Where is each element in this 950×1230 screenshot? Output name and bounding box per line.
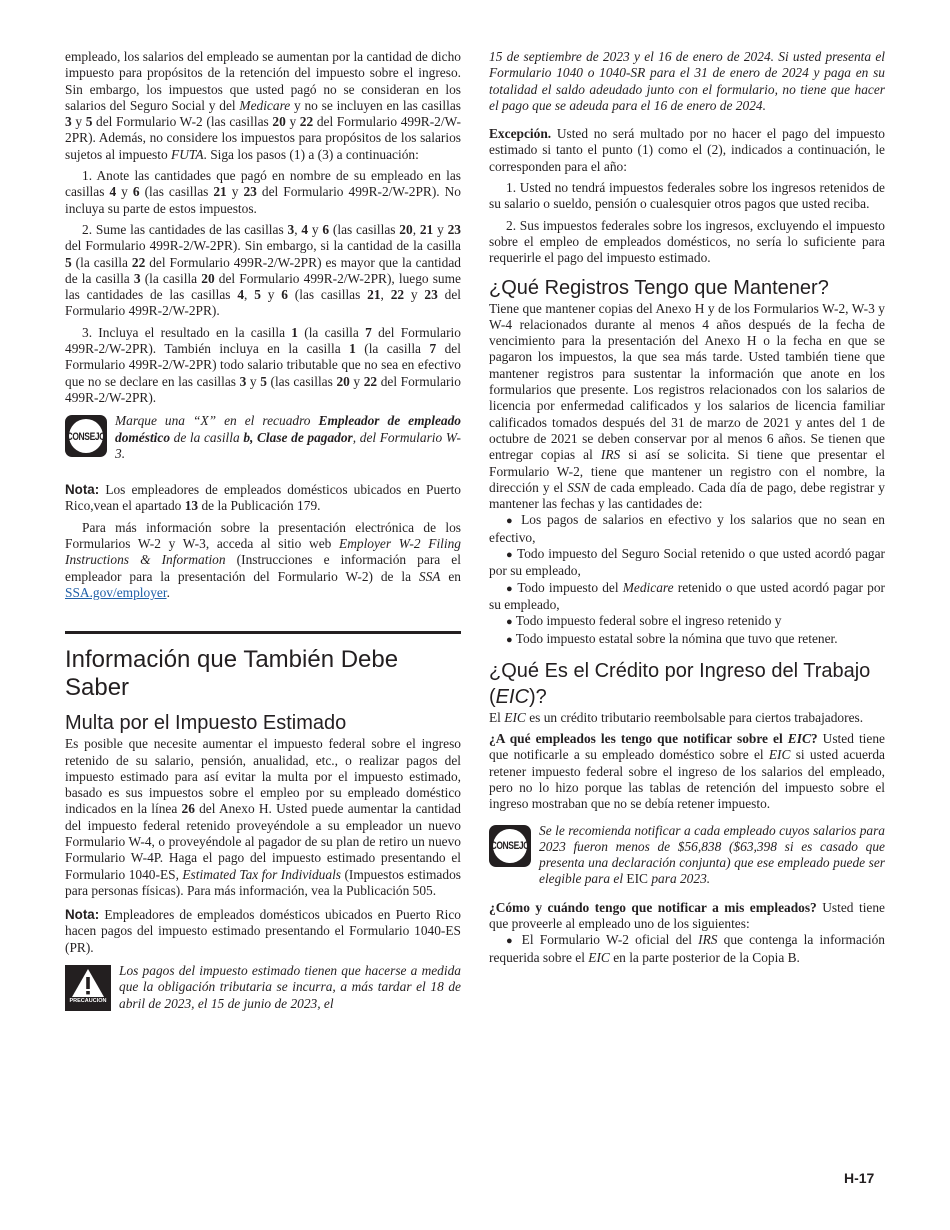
records-bullet-1: ● Los pagos de salarios en efectivo y los salarios que no sean en efectivo, [489,512,885,545]
note-estimated-pr: Nota: Empleadores de empleados domésticos ubicados en Puerto Rico hacen pagos del impuesto estimado presentando el Formulario 1040-ES (PR). [65,907,461,955]
note-puerto-rico: Nota: Los empleadores de empleados domésticos ubicados en Puerto Rico,vean el apartado 13 de la Publicación 179. [65,482,461,514]
tip-text: Se le recomienda notificar a cada empleado cuyos salarios para 2023 fueron menos de $56,838 ($63,398 si es casado que presenta una declaración conjunta) que ese empleado puede ser elegible para el EIC para 2023. [539,822,885,887]
step-3: 3. Incluya el resultado en la casilla 1 (la casilla 7 del Formulario 499R-2/W-2PR). También incluya en la casilla 1 (la casilla 7 del Formulario 499R-2/W-2PR) todo salario tributable que no sea en efectivo que no se declare en las casillas 3 y 5 (las casillas 20 y 22 del Formulario 499R-2/W-2PR). [65,324,461,405]
section-title: Información que También Debe Saber [65,646,399,702]
section-divider [65,631,461,736]
records-bullet-3: ● Todo impuesto del Medicare retenido o que usted acordó pagar por su empleado, [489,579,885,612]
left-column [65,49,461,1012]
exception-paragraph: Excepción. Usted no será multado por no hacer el pago del impuesto estimado si tanto el punto (1) como el (2), indicados a continuación, le corresponden para el año: [489,126,885,174]
eic-title: ¿Qué Es el Crédito por Ingreso del Trabajo (EIC)? [489,659,871,708]
notify-paragraph: ¿A qué empleados les tengo que notificar sobre el EIC? Usted tiene que notificarle a su empleado doméstico sobre el EIC si usted acuerda retener impuesto federal sobre el ingreso de los salarios del empleado, pero no lo hizo porque las tablas de retención del impuesto sobre el ingreso mostraban que no se debía retener impuesto. [489,731,885,812]
caution-box [65,963,461,1012]
consejo-icon: CONSEJO [489,825,531,867]
records-bullet-5: ● Todo impuesto estatal sobre la nómina que tuvo que retener. [506,630,838,646]
tip-text: Marque una “X” en el recuadro Empleador de empleado doméstico de la casilla b, Clase de pagador, del Formulario W-3. [115,413,461,461]
how-notify-paragraph: ¿Cómo y cuándo tengo que notificar a mis empleados? Usted tiene que proveerle al empleado uno de los siguientes: [489,899,885,932]
exception-item-2: 2. Sus impuestos federales sobre los ingresos, excluyendo el impuesto sobre el empleo de empleados domésticos, no sería lo suficiente para requerirle el pago del impuesto estimado. [489,217,885,266]
tip-box-eic [489,823,885,888]
ssa-employer-link[interactable]: SSA.gov/employer [65,584,167,600]
subsection-title-penalty: Multa por el Impuesto Estimado [65,712,347,735]
tip-box-w3 [65,413,461,462]
page-number: H-17 [844,1170,875,1186]
w2-bullet: ● El Formulario W-2 oficial del IRS que contenga la información requerida sobre el EIC en la parte posterior de la Copia B. [489,932,885,965]
caution-continued: 15 de septiembre de 2023 y el 16 de enero de 2024. Si usted presenta el Formulario 1040 o 1040-SR para el 31 de enero de 2024 y paga en su totalidad el saldo adeudado junto con el formulario, no tiene que hacer el pago que se adeuda para el 16 de enero de 2024. [489,49,885,113]
intro-paragraph: empleado, los salarios del empleado se aumentan por la cantidad de dicho impuesto para propósitos de la retención del impuesto sobre el ingreso. Sin embargo, los impuestos que usted pagó no se consideran en los salarios del Seguro Social y del Medicare y no se incluyen en las casillas 3 y 5 del Formulario W-2 (las casillas 20 y 22 del Formulario 499R-2/W-2PR). Además, no considere los impuestos para propósitos de los salarios sujetos al impuesto FUTA. Siga los pasos (1) a (3) a continuación: [65,49,461,162]
step-2: 2. Sume las cantidades de las casillas 3, 4 y 6 (las casillas 20, 21 y 23 del Formulario 499R-2/W-2PR). Sin embargo, si la cantidad de la casilla 5 (la casilla 22 del Formulario 499R-2/W-2PR) es mayor que la cantidad de la casilla 3 (la casilla 20 del Formulario 499R-2/W-2PR), luego sume las cantidades de las casillas 4, 5 y 6 (las casillas 21, 22 y 23 del Formulario 499R-2/W-2PR). [65,221,461,319]
caution-text: Los pagos del impuesto estimado tienen que hacerse a medida que la obligación tributaria se incurra, a más tardar el 18 de abril de 2023, el 15 de junio de 2023, el [119,963,461,1011]
penalty-paragraph: Es posible que necesite aumentar el impuesto federal sobre el ingreso retenido de su salario, pensión, anualidad, etc., o realizar pagos del impuesto estimado para así evitar la multa por el impuesto estimado, basado es sus impuestos sobre el empleo por su empleado doméstico indicados en la línea 26 del Anexo H. Usted puede aumentar la cantidad del impuesto federal retenido proveyéndole a su empleador un nuevo Formulario W-4, o proveyéndole al pagador de su plan de retiro un nuevo Formulario W-4P. Haga el pago del impuesto estimado presentando el Formulario 1040-ES, Estimated Tax for Individuals (Impuestos estimados para personas físicas). Para más información, vea la Publicación 505. [65,736,461,898]
records-bullet-4: ● Todo impuesto federal sobre el ingreso retenido y [506,613,782,629]
caution-icon: PRECAUCION [65,965,111,1011]
records-paragraph: Tiene que mantener copias del Anexo H y de los Formularios W-2, W-3 y W-4 relacionados durante al menos 4 años después de la fecha de vencimiento para la presentación del Anexo H o la fecha en que se pagaron los impuestos, la que sea más tarde. Usted también tiene que mantener registros para sustentar la información que anote en los formularios que presente. Los registros relacionados con los salarios de licencia por enfermedad calificados y los salarios de licencia familiar calificados tomados después del 31 de marzo de 2021 y antes del 1 de octubre de 2021 se deben conservar por al menos 6 años. Se tienen que entregar copias al IRS si así se solicita. Si tiene que presentar el Formulario W-2, tiene que mantener un registro con el nombre, la dirección y el SSN de cada empleado. Cada día de pago, debe registrar y mantener las fechas y las cantidades de: [489,300,886,512]
exception-item-1: 1. Usted no tendrá impuestos federales sobre los ingresos retenidos de su salario o sueldo, pensión o cualesquier otros pagos que usted reciba. [489,180,885,212]
consejo-icon: CONSEJO [65,415,107,457]
records-bullet-2: ● Todo impuesto del Seguro Social retenido o que usted acordó pagar por su empleado, [489,546,885,579]
eic-intro: El EIC es un crédito tributario reembolsable para ciertos trabajadores. [489,709,864,725]
step-1: 1. Anote las cantidades que pagó en nombre de su empleado en las casillas 4 y 6 (las casillas 21 y 23 del Formulario 499R-2/W-2PR). No incluya su parte de estos impuestos. [65,168,462,216]
right-column [489,49,885,966]
records-title: ¿Qué Registros Tengo que Mantener? [489,276,829,299]
efile-paragraph: Para más información sobre la presentación electrónica de los Formularios W-2 y W-3, acceda al sitio web Employer W-2 Filing Instructions & Information (Instrucciones e información para el empleador para la presentación del Formulario W-2) de la SSA en SSA.gov/employer. [65,519,461,600]
